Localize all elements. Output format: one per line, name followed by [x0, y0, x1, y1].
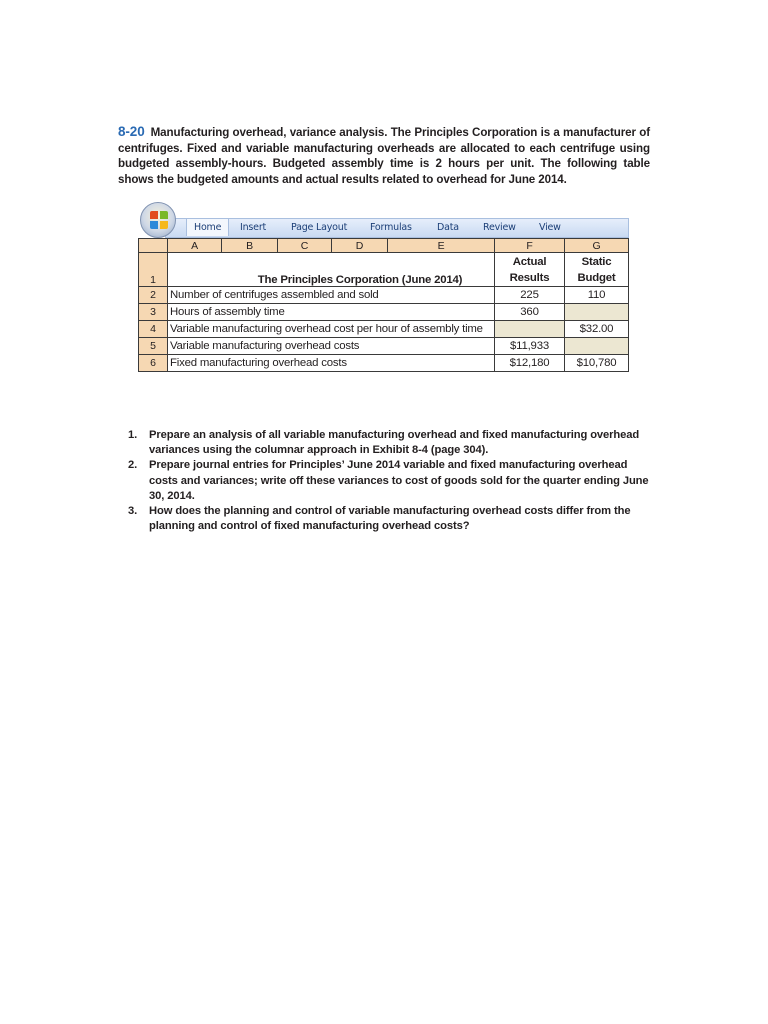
- question-item: [128, 458, 650, 504]
- tab-home[interactable]: Home: [186, 218, 229, 236]
- budget-value-cell[interactable]: [565, 304, 629, 321]
- row-number[interactable]: 1: [139, 253, 168, 287]
- table-row: [139, 355, 629, 372]
- question-number: 2.: [128, 459, 138, 472]
- problem-number: 8-20: [118, 124, 145, 139]
- actual-value-cell[interactable]: $11,933: [495, 338, 565, 355]
- question-list: [128, 428, 650, 534]
- row-label-cell[interactable]: Number of centrifuges assembled and sold: [168, 287, 495, 304]
- question-number: 3.: [128, 505, 138, 518]
- static-budget-header[interactable]: [565, 253, 629, 287]
- row-number[interactable]: 3: [139, 304, 168, 321]
- row-label-cell[interactable]: Fixed manufacturing overhead costs: [168, 355, 495, 372]
- column-header-row: [139, 239, 629, 253]
- row-number[interactable]: 6: [139, 355, 168, 372]
- tab-formulas[interactable]: Formulas: [370, 222, 412, 233]
- budget-value-cell[interactable]: 110: [565, 287, 629, 304]
- table-row: [139, 287, 629, 304]
- actual-value-cell[interactable]: [495, 321, 565, 338]
- problem-statement: [118, 124, 650, 187]
- question-number: 1.: [128, 429, 138, 441]
- office-logo-icon: [150, 211, 168, 229]
- actual-value-cell[interactable]: $12,180: [495, 355, 565, 372]
- budget-header-line2: Budget: [577, 271, 616, 284]
- tab-page-layout[interactable]: Page Layout: [291, 222, 348, 233]
- question-item: [128, 428, 650, 458]
- row-label-cell[interactable]: Variable manufacturing overhead cost per hour of assembly time: [168, 321, 495, 338]
- tab-review[interactable]: Review: [483, 222, 516, 233]
- budget-value-cell[interactable]: $10,780: [565, 355, 629, 372]
- table-row: [139, 321, 629, 338]
- actual-results-header[interactable]: [495, 253, 565, 287]
- budget-header-line1: Static: [581, 255, 612, 268]
- column-header-c[interactable]: C: [278, 239, 332, 253]
- spreadsheet-grid: [138, 238, 629, 372]
- problem-title: Manufacturing overhead, variance analysis.: [150, 126, 388, 139]
- question-text: How does the planning and control of variable manufacturing overhead costs differ from the planning and control of fixed manufacturing overhead costs?: [149, 505, 631, 533]
- row-label-cell[interactable]: Hours of assembly time: [168, 304, 495, 321]
- table-row: [139, 338, 629, 355]
- row-number[interactable]: 4: [139, 321, 168, 338]
- excel-excerpt: [137, 202, 629, 378]
- question-text: Prepare an analysis of all variable manufacturing overhead and fixed manufacturing overhead variances using the columnar approach in Exhibit 8-4 (page 304).: [149, 429, 640, 457]
- actual-value-cell[interactable]: 225: [495, 287, 565, 304]
- column-header-e[interactable]: E: [388, 239, 495, 253]
- column-header-f[interactable]: F: [495, 239, 565, 253]
- sheet-title-cell[interactable]: The Principles Corporation (June 2014): [168, 253, 495, 287]
- problem-text: The Principles Corporation is a manufacturer of centrifuges. Fixed and variable manufacturing overheads are allocated to each centrifuge using budgeted assembly-hours. Budgeted assembly time is 2 hours per unit. The following table shows the budgeted amounts and actual results related to overhead for June 2014.: [118, 126, 651, 186]
- tab-view[interactable]: View: [539, 222, 561, 233]
- office-button[interactable]: [140, 202, 176, 238]
- actual-header-line2: Results: [509, 271, 550, 284]
- row-number[interactable]: 5: [139, 338, 168, 355]
- corner-cell[interactable]: [139, 239, 168, 253]
- column-header-b[interactable]: B: [222, 239, 278, 253]
- column-header-d[interactable]: D: [332, 239, 388, 253]
- tab-data[interactable]: Data: [437, 222, 459, 233]
- budget-value-cell[interactable]: [565, 338, 629, 355]
- column-header-g[interactable]: G: [565, 239, 629, 253]
- table-row: [139, 304, 629, 321]
- column-header-a[interactable]: A: [168, 239, 222, 253]
- budget-value-cell[interactable]: $32.00: [565, 321, 629, 338]
- tab-insert[interactable]: Insert: [240, 222, 267, 233]
- row-number[interactable]: 2: [139, 287, 168, 304]
- question-item: [128, 504, 650, 534]
- table-row: [139, 253, 629, 287]
- actual-header-line1: Actual: [512, 255, 547, 268]
- question-text: Prepare journal entries for Principles’ June 2014 variable and fixed manufacturing overhead costs and variances; write off these variances to cost of goods sold for the quarter ending June 30, 2014.: [149, 459, 649, 502]
- actual-value-cell[interactable]: 360: [495, 304, 565, 321]
- ribbon-tab-bar: [165, 218, 629, 238]
- row-label-cell[interactable]: Variable manufacturing overhead costs: [168, 338, 495, 355]
